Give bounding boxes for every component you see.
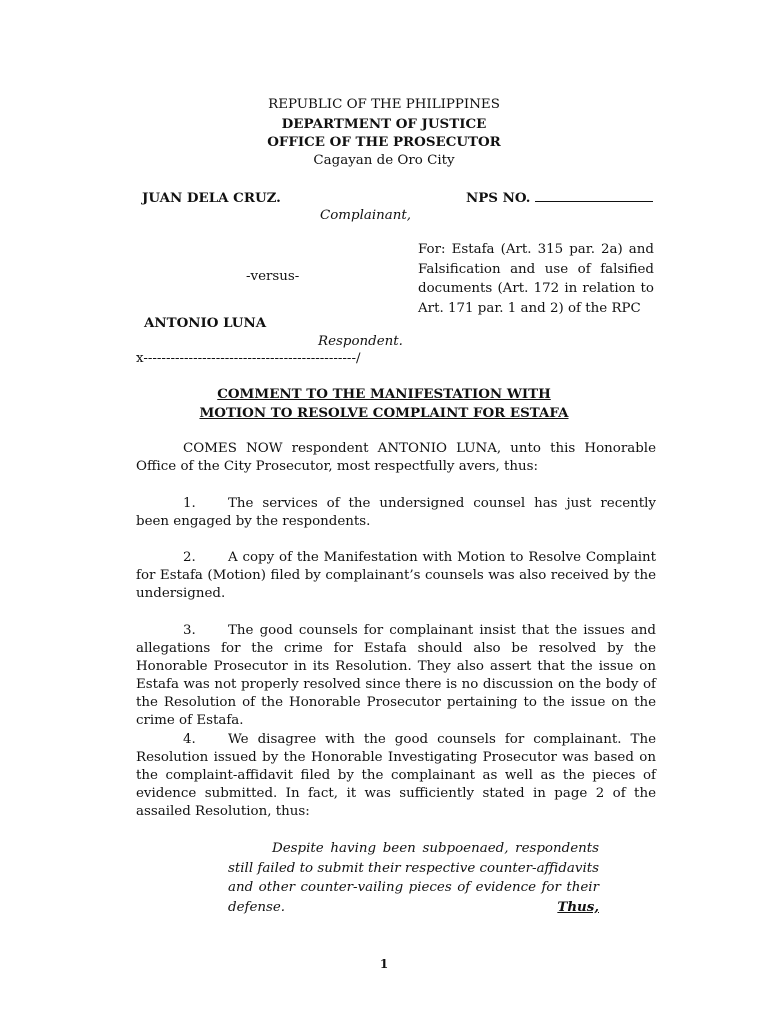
charge-description: For: Estafa (Art. 315 par. 2a) and Falsification and use of falsified documents (Art. 172 in relation to Art. 171 par. 1 and 2) of the RPC — [418, 242, 654, 316]
numbered-paragraph-1 — [136, 495, 656, 531]
header-department: DEPARTMENT OF JUSTICE — [281, 116, 487, 132]
page-number: 1 — [379, 957, 389, 971]
intro-text: COMES NOW respondent ANTONIO LUNA, unto this Honorable Office of the City Prosecutor, most respectfully avers, thus: — [136, 441, 656, 474]
paragraph-text: The good counsels for complainant insist that the issues and allegations for the crime for Estafa should also be resolved by the Honorable Prosecutor in its Resolution. They also assert that the issue on Estafa was not properly resolved since there is no discussion on the body of the Resolution of the Honorable Prosecutor pertaining to the issue on the crime of Estafa. — [136, 623, 656, 728]
block-quote — [228, 839, 599, 917]
paragraph-text: The services of the undersigned counsel has just recently been engaged by the respondents. — [136, 496, 656, 529]
complainant-role: Complainant, — [320, 208, 411, 223]
nps-label: NPS NO. — [466, 190, 531, 206]
respondent-name: ANTONIO LUNA — [144, 315, 267, 331]
quote-lead-word: Thus, — [557, 898, 599, 915]
numbered-paragraph-3 — [136, 622, 656, 730]
versus-label: -versus- — [246, 269, 300, 284]
respondent-role: Respondent. — [318, 334, 403, 349]
complainant-name: JUAN DELA CRUZ. — [142, 190, 281, 206]
paragraph-text: We disagree with the good counsels for complainant. The Resolution issued by the Honorable Investigating Prosecutor was based on the complaint-affidavit filed by the complainant as well as the pieces of evidence submitted. In fact, it was sufficiently stated in page 2 of the assailed Resolution, thus: — [136, 732, 656, 819]
header-office: OFFICE OF THE PROSECUTOR — [267, 134, 501, 150]
paragraph-number: 4. — [183, 732, 196, 747]
numbered-paragraph-2 — [136, 549, 656, 603]
paragraph-number: 3. — [183, 623, 196, 638]
intro-paragraph — [136, 440, 656, 476]
paragraph-number: 2. — [183, 550, 196, 565]
nps-number-field — [466, 189, 653, 207]
header-city: Cagayan de Oro City — [313, 153, 455, 168]
nps-blank-line — [535, 189, 653, 202]
quote-text: Despite having been subpoenaed, respondents still failed to submit their respective counter-affidavits and other counter-vailing pieces of evidence for their defense. — [228, 841, 599, 915]
document-title-line-1: COMMENT TO THE MANIFESTATION WITH — [217, 386, 551, 402]
numbered-paragraph-4 — [136, 731, 656, 821]
document-title-line-2: MOTION TO RESOLVE COMPLAINT FOR ESTAFA — [199, 405, 569, 421]
paragraph-text: A copy of the Manifestation with Motion to Resolve Complaint for Estafa (Motion) filed by complainant’s counsels was also received by the undersigned. — [136, 550, 656, 601]
header-republic: REPUBLIC OF THE PHILIPPINES — [268, 97, 500, 112]
paragraph-number: 1. — [183, 496, 196, 511]
caption-divider: x-----------------------------------------------/ — [136, 351, 361, 366]
